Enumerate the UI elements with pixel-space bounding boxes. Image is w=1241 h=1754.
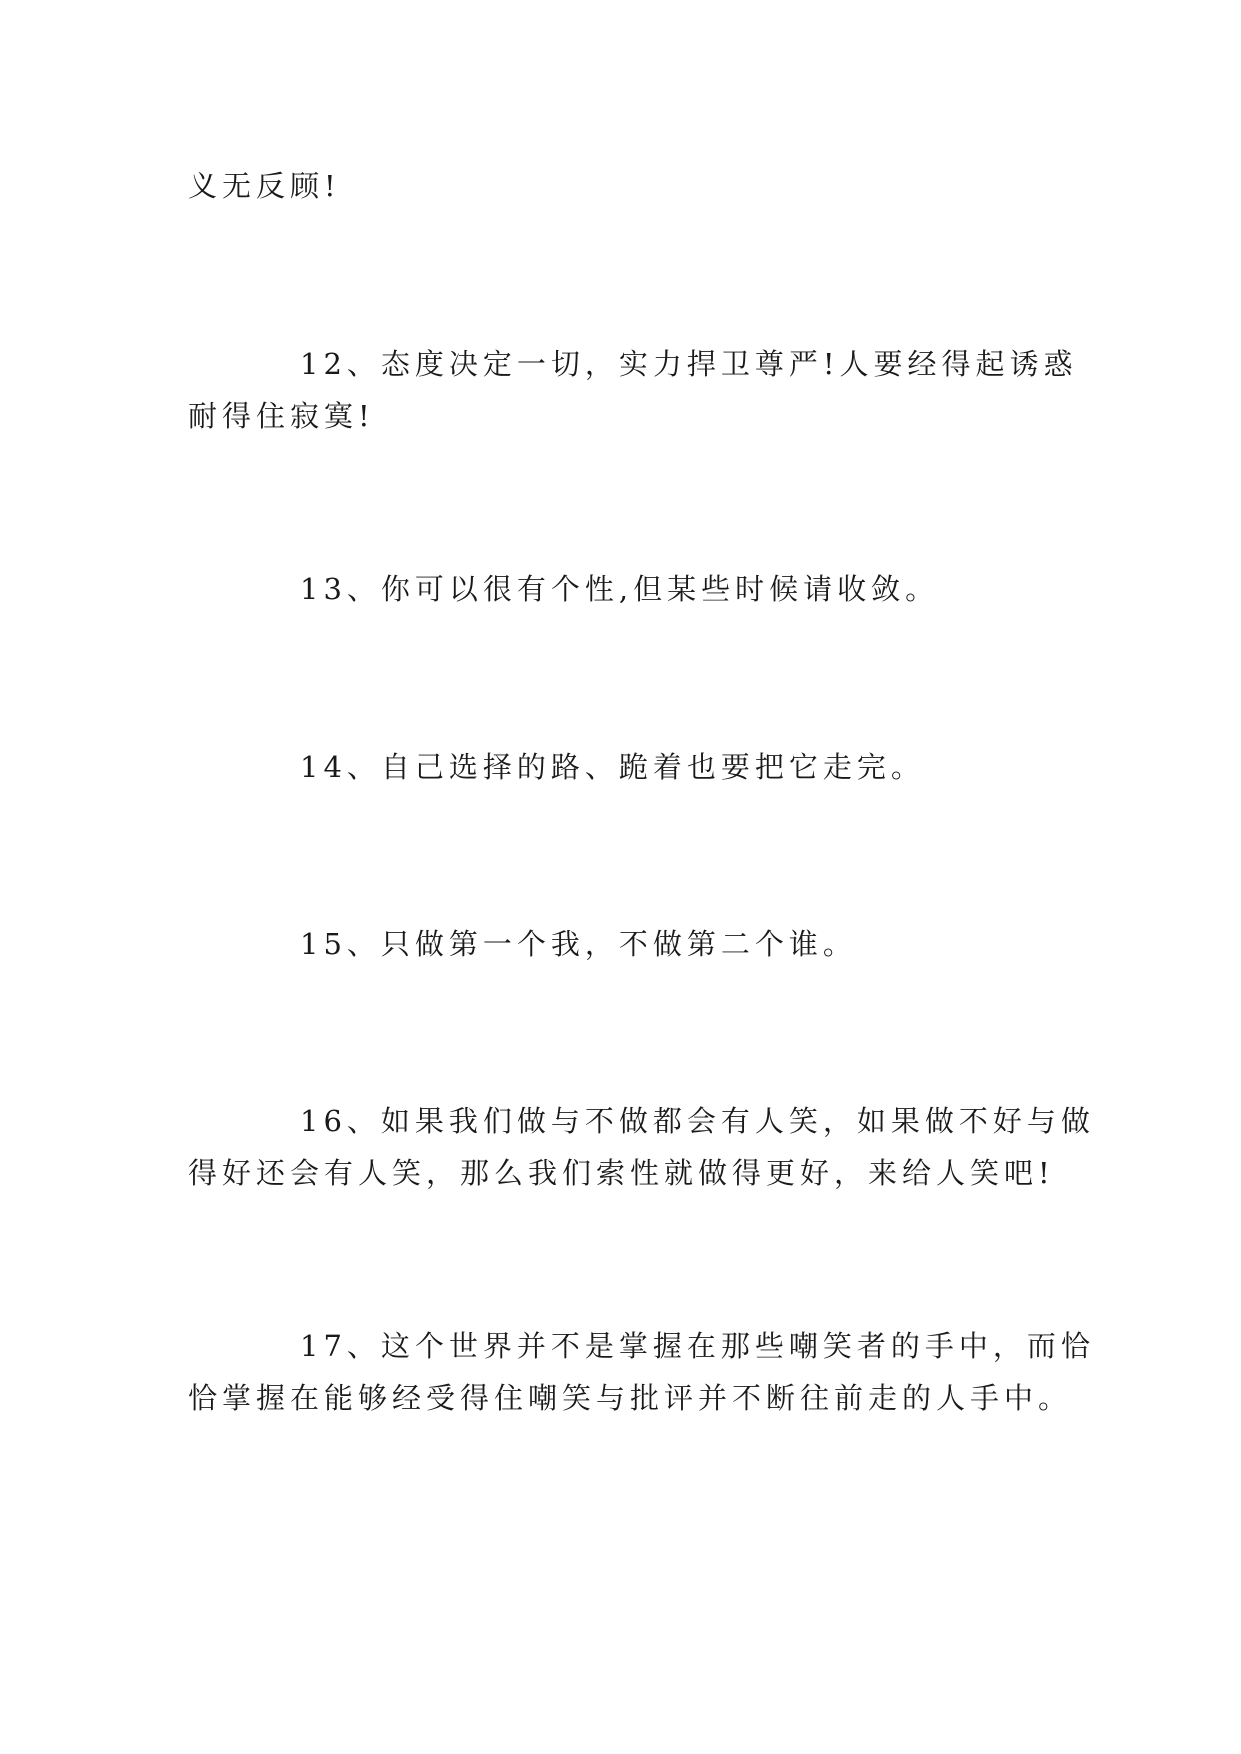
paragraph-14 <box>188 741 1058 793</box>
text-line: 16、如果我们做与不做都会有人笑，如果做不好与做 <box>300 1104 1095 1138</box>
text-line: 得好还会有人笑，那么我们索性就做得更好，来给人笑吧! <box>188 1156 1055 1190</box>
paragraph-12 <box>188 338 1078 442</box>
text-line: 15、只做第一个我，不做第二个谁。 <box>300 927 857 961</box>
text-line: 耐得住寂寞! <box>188 399 375 433</box>
paragraph-17 <box>188 1320 1095 1424</box>
text-line: 恰掌握在能够经受得住嘲笑与批评并不断往前走的人手中。 <box>188 1381 1073 1415</box>
text-line: 义无反顾! <box>188 169 341 203</box>
text-line: 14、自己选择的路、跪着也要把它走完。 <box>300 750 925 784</box>
paragraph-13 <box>188 563 1058 615</box>
text-line: 13、你可以很有个性,但某些时候请收敛。 <box>300 572 940 606</box>
paragraph-15 <box>188 918 1058 970</box>
text-line: 12、态度决定一切，实力捍卫尊严!人要经得起诱惑 <box>300 347 1078 381</box>
paragraph-16 <box>188 1095 1095 1199</box>
paragraph-11-continuation <box>188 160 1058 212</box>
text-line: 17、这个世界并不是掌握在那些嘲笑者的手中，而恰 <box>300 1329 1095 1363</box>
